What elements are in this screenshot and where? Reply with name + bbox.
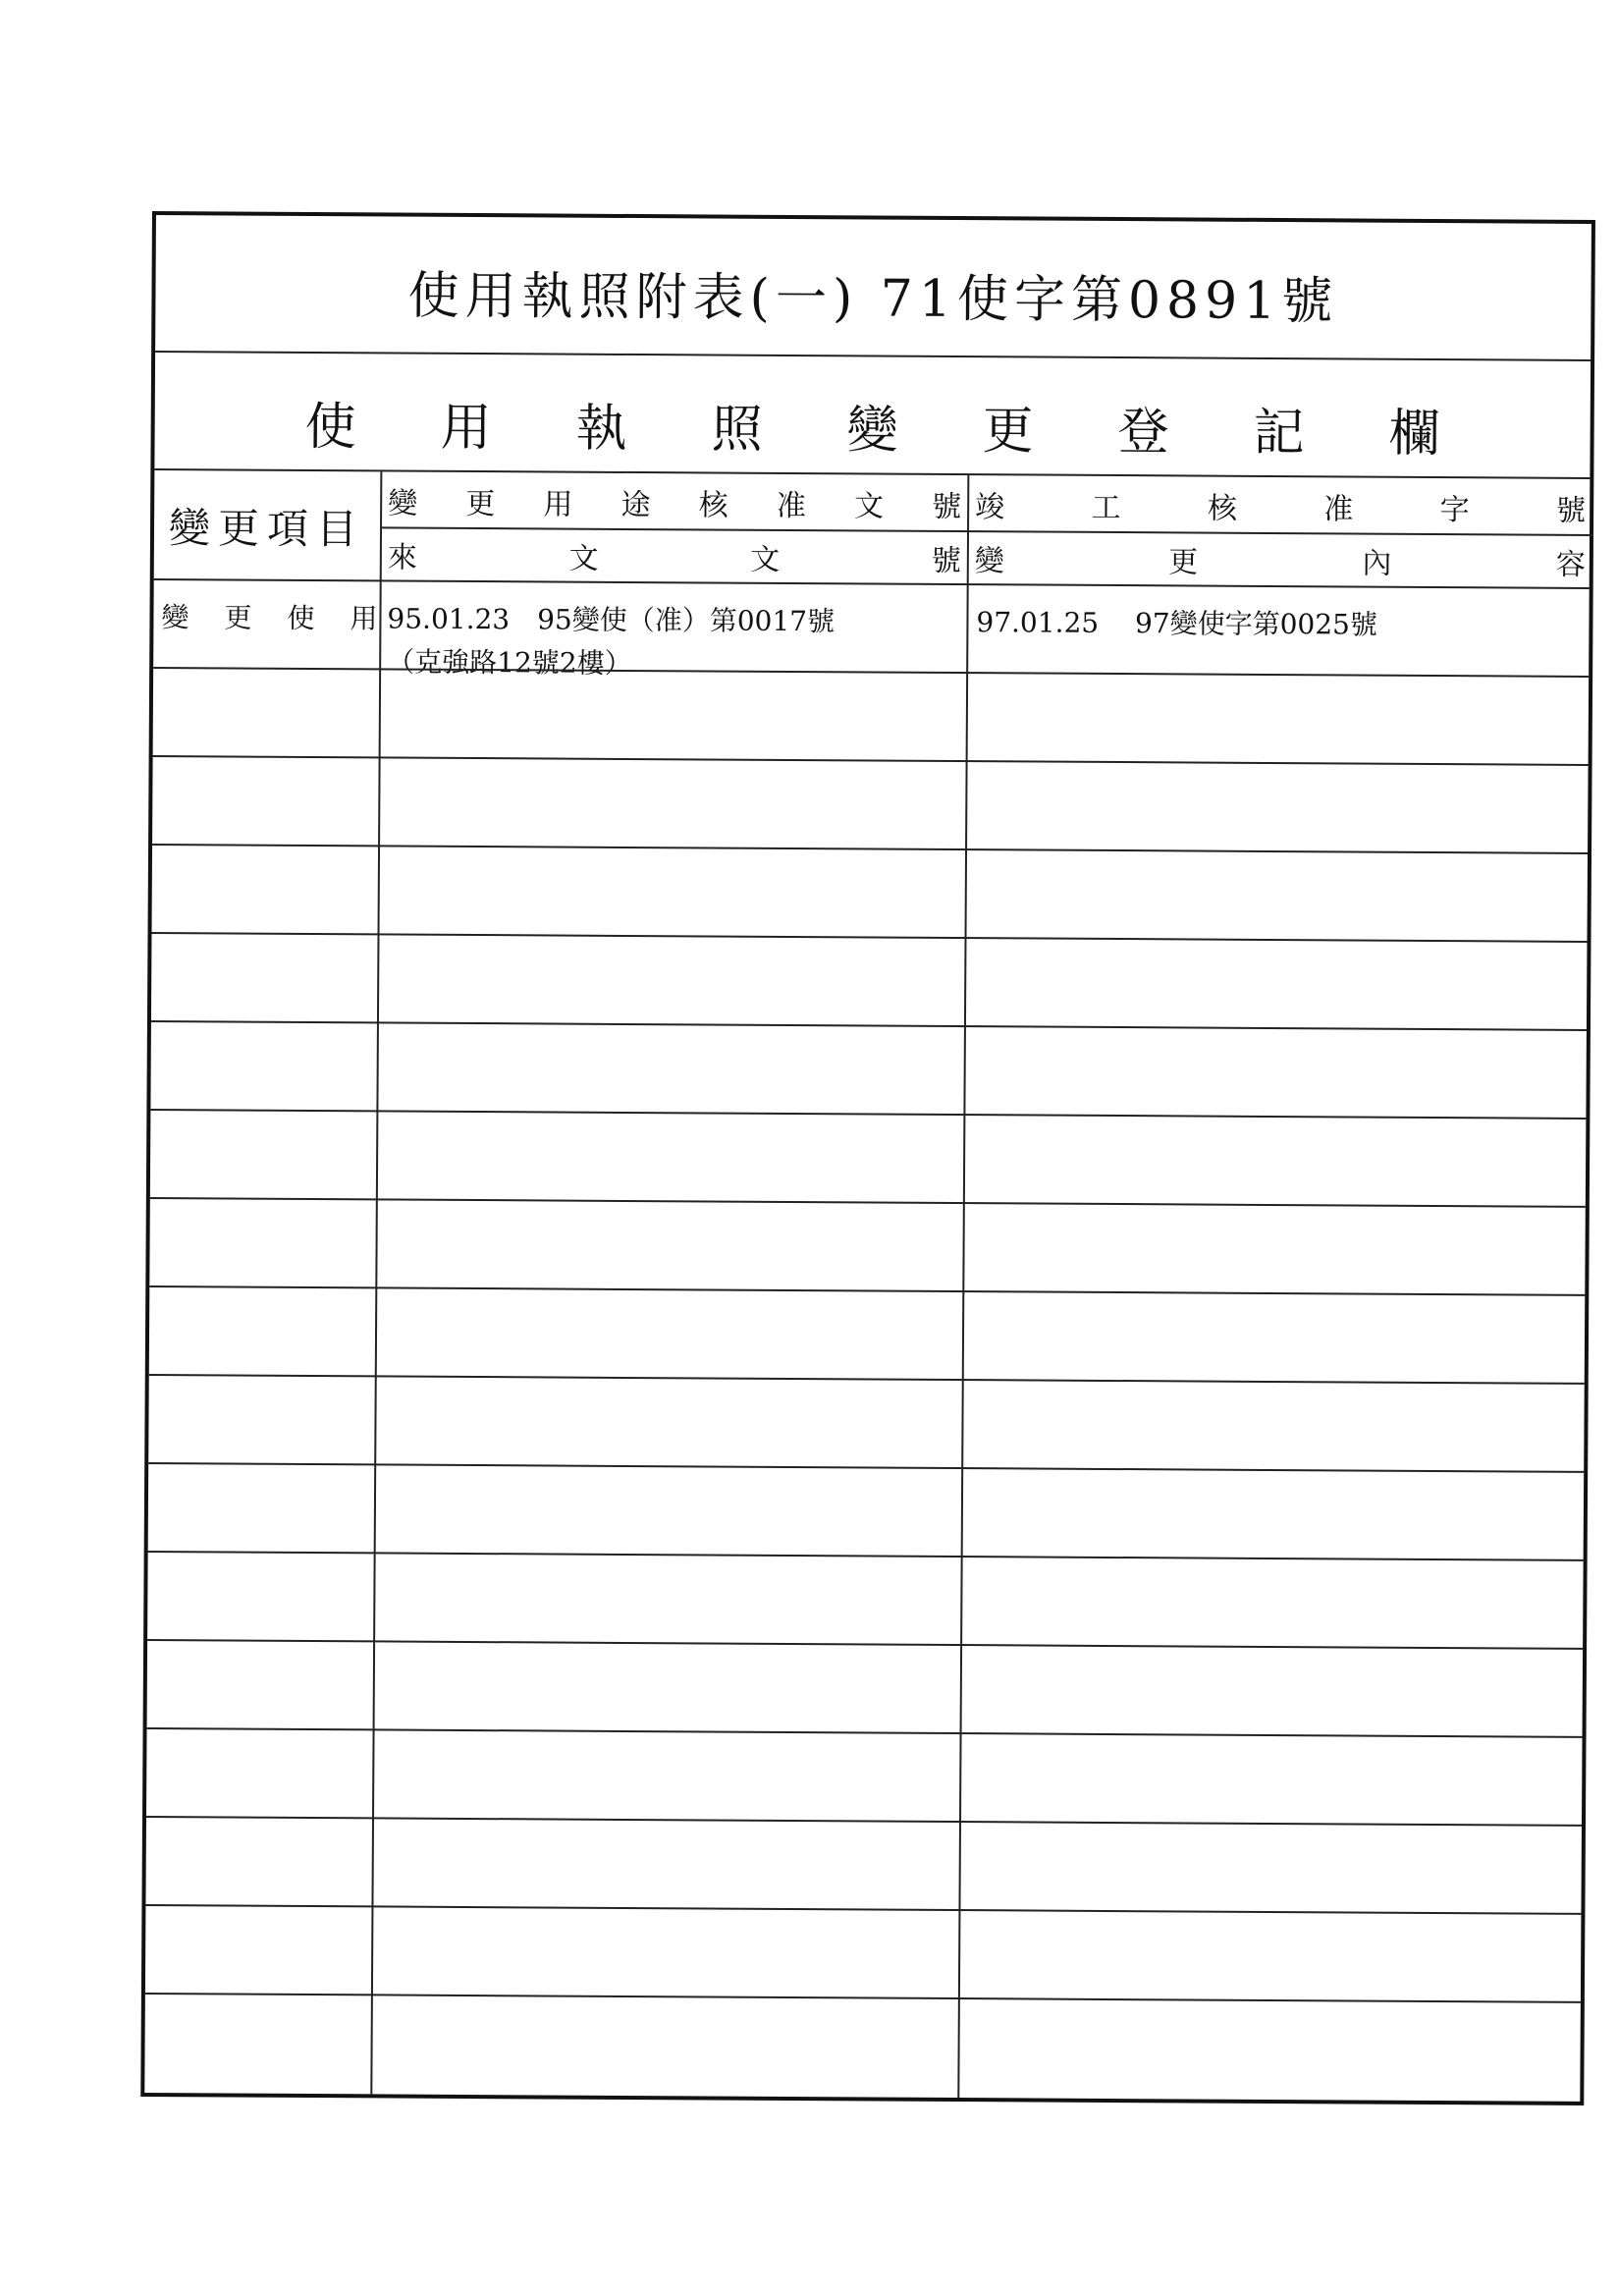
header-completion-approval-number-char: 號 xyxy=(1556,493,1587,528)
title-row xyxy=(155,215,1591,361)
row-separator xyxy=(152,932,1588,943)
header-completion-approval-number-char: 核 xyxy=(1207,491,1238,526)
header-approval-number-char: 號 xyxy=(932,489,962,525)
header-incoming-document-number-char: 文 xyxy=(750,542,781,577)
header-completion-approval-number-char: 竣 xyxy=(975,490,1005,525)
row-separator xyxy=(148,1462,1584,1473)
header-change-content-char: 容 xyxy=(1555,547,1586,582)
row-separator xyxy=(145,1993,1581,2003)
column-divider xyxy=(957,475,969,2098)
header-completion-approval-number-char: 工 xyxy=(1091,490,1121,526)
header-approval-number-char: 文 xyxy=(853,489,885,524)
header-approval-number-char: 核 xyxy=(698,488,728,523)
header-approval-number-char: 准 xyxy=(776,488,806,524)
header-approval-number-char: 變 xyxy=(388,486,418,521)
row-separator xyxy=(149,1374,1585,1385)
column-divider xyxy=(370,471,382,2094)
header-completion-approval-number-char: 字 xyxy=(1439,493,1470,528)
row-separator xyxy=(147,1727,1583,1738)
row-separator xyxy=(148,1551,1584,1561)
row-separator xyxy=(147,1639,1583,1650)
row-separator xyxy=(153,667,1589,678)
header-change-content-char: 內 xyxy=(1362,546,1392,581)
header-completion-approval-number xyxy=(969,477,1591,534)
header-change-content-char: 變 xyxy=(974,544,1004,579)
header-approval-number xyxy=(382,473,967,530)
row-separator xyxy=(151,1020,1587,1031)
row-separator xyxy=(150,1109,1586,1120)
header-incoming-document-number-char: 號 xyxy=(931,543,961,579)
header-incoming-document-number xyxy=(382,528,967,583)
row-separator xyxy=(146,1816,1582,1827)
subtitle-row xyxy=(154,353,1591,479)
row-separator xyxy=(153,755,1589,766)
row-address-note: （克強路12號2樓） xyxy=(387,645,632,680)
header-incoming-document-number-char: 文 xyxy=(568,541,599,576)
header-change-content xyxy=(969,532,1591,587)
row-item-char: 更 xyxy=(224,601,252,634)
row-separator xyxy=(145,1904,1581,1915)
row-item-char: 用 xyxy=(350,602,378,635)
header-approval-number-char: 用 xyxy=(543,487,573,522)
row-separator xyxy=(152,844,1588,854)
row-item-char: 使 xyxy=(287,601,315,635)
row-change-content: 97.01.25 97變使字第0025號 xyxy=(976,606,1378,641)
row-approval-number: 95.01.23 95變使（准）第0017號 xyxy=(387,602,836,638)
section-title: 使用執照變更登記欄 xyxy=(304,397,1525,465)
license-table xyxy=(140,211,1595,2105)
row-item xyxy=(161,596,377,636)
page-title: 使用執照附表(一) 71使字第0891號 xyxy=(407,266,1339,332)
header-incoming-document-number-char: 來 xyxy=(387,540,417,575)
header-approval-number-char: 途 xyxy=(620,487,651,523)
row-item-char: 變 xyxy=(161,601,189,634)
row-separator xyxy=(150,1197,1586,1208)
header-change-content-char: 更 xyxy=(1168,545,1199,580)
header-completion-approval-number-char: 准 xyxy=(1323,492,1354,527)
header-approval-number-char: 更 xyxy=(465,486,496,522)
header-item: 變更項目 xyxy=(168,504,366,554)
row-separator xyxy=(149,1285,1585,1296)
